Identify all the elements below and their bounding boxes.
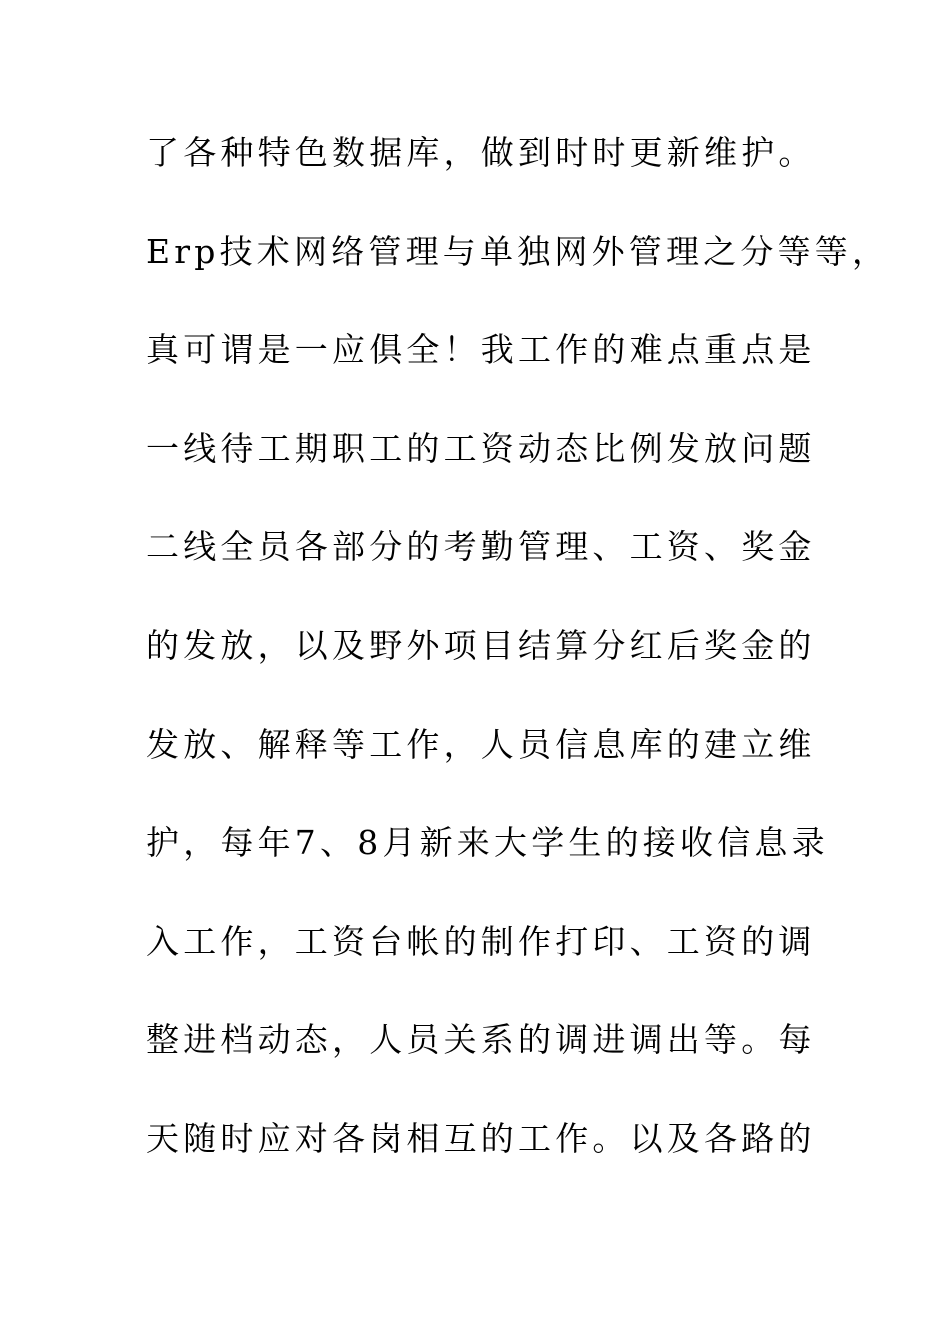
- text-line: 入工作，工资台帐的制作打印、工资的调: [146, 921, 816, 961]
- text-line: Erp技术网络管理与单独网外管理之分等等，: [146, 231, 890, 271]
- text-line: 整进档动态，人员关系的调进调出等。每: [146, 1020, 816, 1060]
- text-line: 了各种特色数据库，做到时时更新维护。: [146, 133, 816, 172]
- text-line: 发放、解释等工作，人员信息库的建立维: [146, 724, 816, 764]
- text-line: 的发放，以及野外项目结算分红后奖金的: [146, 625, 816, 665]
- text-line: 真可谓是一应俱全！我工作的难点重点是: [146, 330, 816, 370]
- text-line: 一线待工期职工的工资动态比例发放问题: [146, 428, 816, 468]
- text-line: 二线全员各部分的考勤管理、工资、奖金: [146, 527, 816, 567]
- text-line: 天随时应对各岗相互的工作。以及各路的: [146, 1118, 816, 1158]
- body-text: [146, 124, 890, 1209]
- text-line: 护，每年7、8月新来大学生的接收信息录: [146, 823, 829, 863]
